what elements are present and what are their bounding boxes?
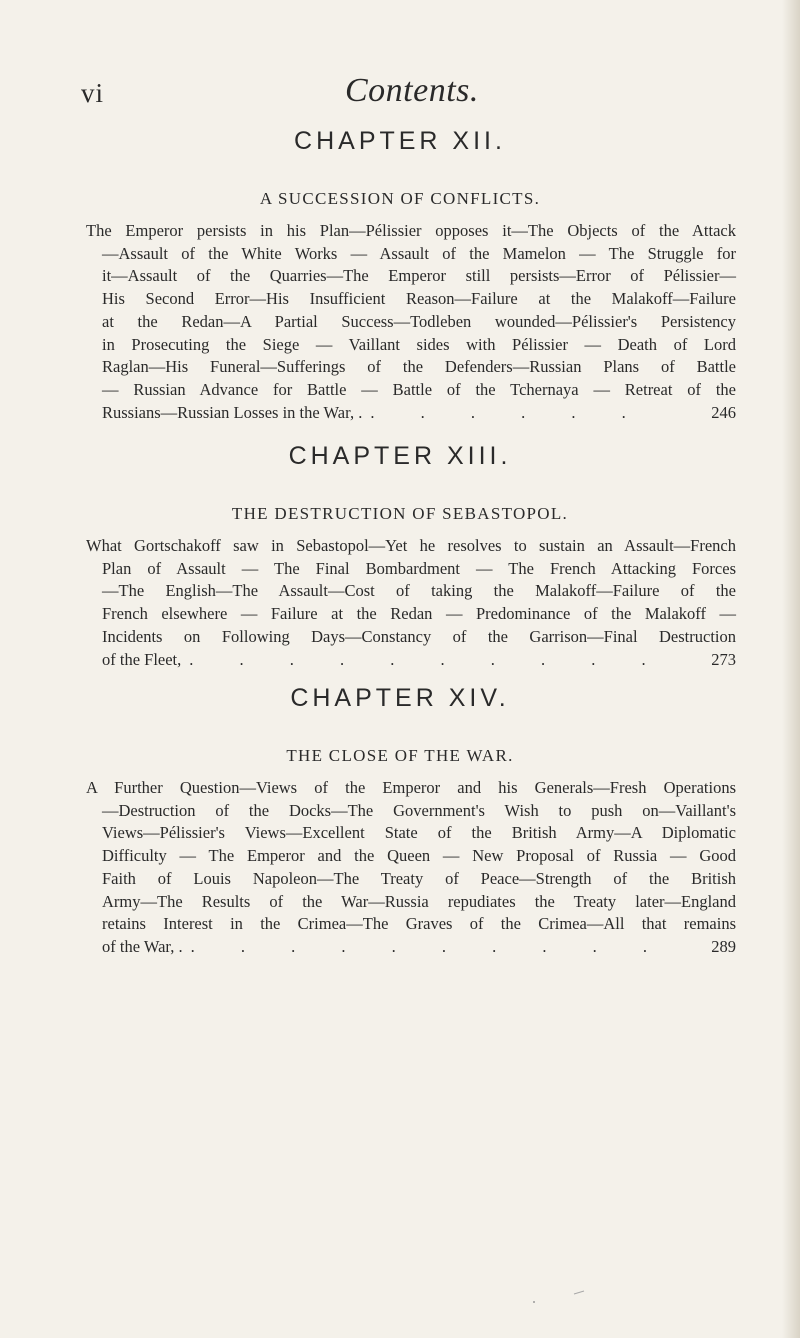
summary-line: of the Fleet, <box>102 649 182 669</box>
dot-leader: . . . . . . . . . . <box>189 649 667 669</box>
summary-line: — Russian Advance for Battle — Battle of the Tchernaya — Retreat of the <box>102 379 736 399</box>
page-reference: 246 <box>711 402 736 422</box>
summary-line: Russians—Russian Losses in the War, . <box>102 402 363 422</box>
summary-line: His Second Error—His Insufficient Reason—Failure at the Malakoff—Failure <box>102 289 736 309</box>
summary-line: A Further Question—Views of the Emperor and his Generals—Fresh Operations <box>86 778 736 797</box>
summary-line: of the War, . <box>102 936 183 956</box>
chapter-title: A SUCCESSION OF CONFLICTS. <box>259 189 541 208</box>
summary-line: retains Interest in the Crimea—The Graves of the Crimea—All that remains <box>102 914 736 934</box>
speck-marks <box>530 1288 600 1308</box>
summary-line: at the Redan—A Partial Success—Todleben wounded—Pélissier's Persistency <box>102 311 736 331</box>
summary-last-line <box>86 649 736 672</box>
summary-line: Incidents on Following Days—Constancy of the Garrison—Final Destruction <box>102 626 736 646</box>
chapter-title: THE CLOSE OF THE WAR. <box>286 746 514 765</box>
summary-line: French elsewhere — Failure at the Redan — Predominance of the Malakoff — <box>102 604 736 624</box>
page-reference: 289 <box>711 936 736 956</box>
summary-line: Views—Pélissier's Views—Excellent State of the British Army—A Diplomatic <box>102 823 736 843</box>
chapter-number: CHAPTER XIII. <box>288 442 512 470</box>
running-head: Contents. <box>345 72 479 109</box>
summary-line: What Gortschakoff saw in Sebastopol—Yet he resolves to sustain an Assault—French <box>86 536 736 555</box>
summary-line: Faith of Louis Napoleon—The Treaty of Peace—Strength of the British <box>102 868 736 888</box>
summary-line: Plan of Assault — The Final Bombardment — The French Attacking Forces <box>102 558 736 578</box>
paper-specks <box>530 1288 600 1312</box>
chapter-title: THE DESTRUCTION OF SEBASTOPOL. <box>231 504 569 523</box>
chapter-number: CHAPTER XIV. <box>290 684 510 712</box>
chapter-number: CHAPTER XII. <box>294 127 506 155</box>
summary-line: —The English—The Assault—Cost of taking the Malakoff—Failure of the <box>102 581 736 601</box>
summary-line: The Emperor persists in his Plan—Pélissier opposes it—The Objects of the Attack <box>86 221 736 240</box>
summary-last-line <box>86 402 736 425</box>
page-number: vi <box>81 78 105 108</box>
dot-leader: . . . . . . . . . . <box>190 936 669 956</box>
dot-leader: . . . . . . <box>370 402 647 422</box>
summary-line: Difficulty — The Emperor and the Queen — New Proposal of Russia — Good <box>102 846 736 866</box>
chapter-summary <box>86 220 736 424</box>
summary-line: Army—The Results of the War—Russia repudiates the Treaty later—England <box>102 891 736 911</box>
page-reference: 273 <box>711 649 736 669</box>
summary-last-line <box>86 936 736 959</box>
summary-line: Raglan—His Funeral—Sufferings of the Defenders—Russian Plans of Battle <box>102 357 736 377</box>
summary-line: in Prosecuting the Siege — Vaillant sides with Pélissier — Death of Lord <box>102 334 736 354</box>
summary-line: —Assault of the White Works — Assault of the Mamelon — The Struggle for <box>102 243 736 263</box>
chapter-summary <box>86 777 736 959</box>
chapter-summary <box>86 535 736 671</box>
summary-line: —Destruction of the Docks—The Government's Wish to push on—Vaillant's <box>102 800 736 820</box>
summary-line: it—Assault of the Quarries—The Emperor still persists—Error of Pélissier— <box>102 266 736 286</box>
